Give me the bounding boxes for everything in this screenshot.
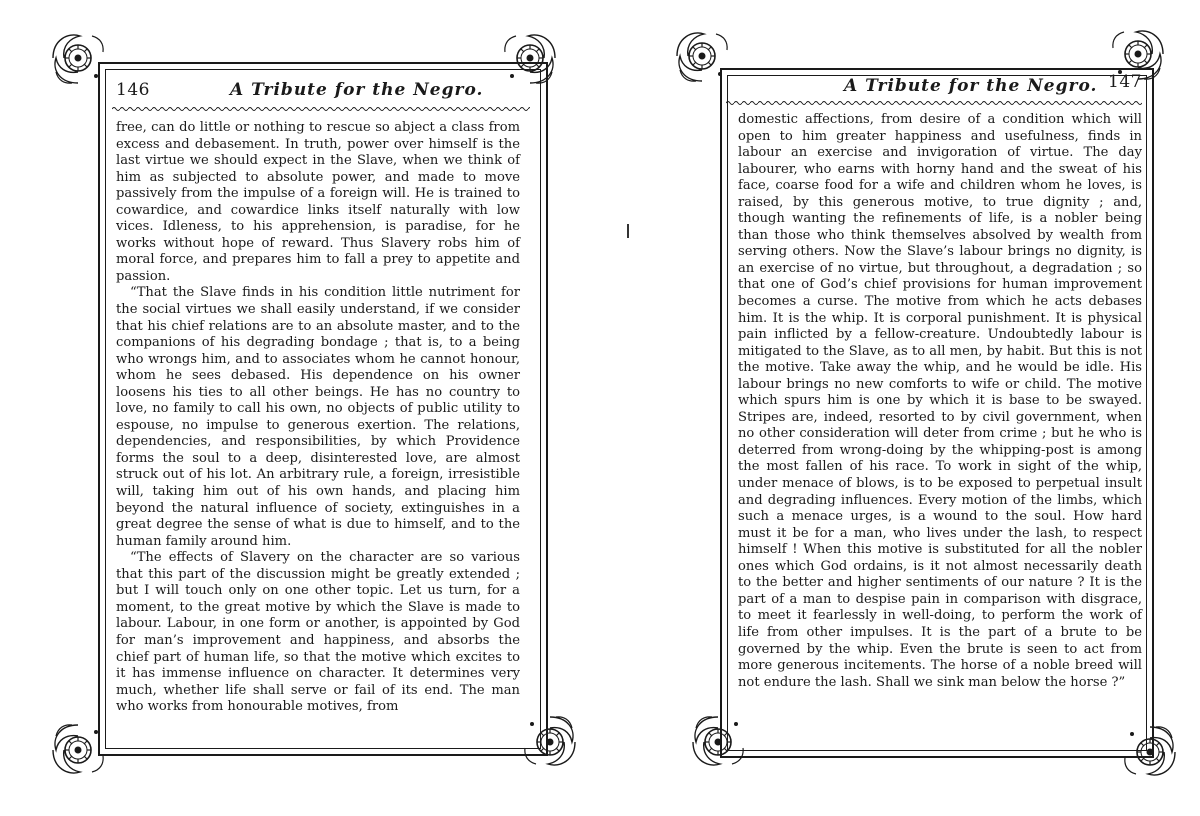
running-title: A Tribute for the Negro. [230,80,484,100]
corner-ornament-top-left [48,28,108,88]
page-body [116,120,520,716]
page-number: 146 [116,80,150,100]
corner-ornament-bottom-left [48,720,108,780]
corner-ornament-bottom-left [688,712,748,772]
paragraph: “That the Slave finds in his condition little nutriment for the social virtues we shall easily understand, if we consider that his chief relations are to an absolute master, and to the companions of his degrading bondage ; that is, to a being who wrongs him, and to associates whom he cannot honour, whom he sees debased. His dependence on his owner loosens his ties to all other beings. He has no country to love, no family to call his own, no objects of public utility to espouse, no impulse to generous exertion. The relations, dependencies, and responsibilities, by which Providence forms the soul to a deep, disinterested love, are almost struck out of his lot. An arbitrary rule, a foreign, irresistible will, taking him out of his own hands, and placing him beyond the natural influence of society, extinguishes in a great degree the sense of what is due to himself, and to the human family around him. [116,285,520,549]
corner-ornament-bottom-right [1120,722,1180,782]
paragraph: free, can do little or nothing to rescue so abject a class from excess and debasement. In truth, power over himself is the last virtue we should expect in the Slave, when we think of him as subjected to absolute power, and made to move passively from the impulse of a foreign will. He is trained to cowardice, and cowardice links itself naturally with low vices. Idleness, to his apprehension, is paradise, for he works without hope of reward. Thus Slavery robs him of moral force, and prepares him to fall a prey to appetite and passion. [116,120,520,284]
page-body [738,112,1142,691]
paragraph: domestic affections, from desire of a condition which will open to him greater happiness and usefulness, finds in labour an exercise and invigoration of virtue. The day labourer, who earns with horny hand and the sweat of his face, coarse food for a wife and children whom he loves, is raised, by this generous motive, to true dignity ; and, though wanting the refinements of life, is a nobler being than those who think themselves absolved by wealth from serving others. Now the Slave’s labour brings no dignity, is an exercise of no virtue, but throughout, a degradation ; so that one of God’s chief provisions for human improvement becomes a curse. The motive from which he acts debases him. It is the whip. It is corporal punishment. It is physical pain inflicted by a fellow-creature. Undoubtedly labour is mitigated to the Slave, as to all men, by habit. But this is not the motive. Take away the whip, and he would be idle. His labour brings no new comforts to wife or child. The motive which spurs him is one by which it is base to be swayed. Stripes are, indeed, resorted to by civil government, when no other consideration will deter from crime ; but he who is deterred from wrong-doing by the whipping-post is among the most fallen of his race. To work in sight of the whip, under menace of blows, is to be exposed to perpetual insult and degrading influences. Every motion of the limbs, which such a menace urges, is a wound to the soul. How hard must it be for a man, who lives under the lash, to respect himself ! When this motive is substituted for all the nobler ones which God ordains, is it not almost necessarily death to the better and higher sentiments of our nature ? It is the part of a man to despise pain in comparison with disgrace, to meet it fearlessly in well-doing, to perform the work of life from other impulses. It is the part of a brute to be governed by the whip. Even the brute is seen to act from more generous incitements. The horse of a noble breed will not endure the lash. Shall we sink man below the horse ?” [738,112,1142,690]
corner-ornament-bottom-right [520,712,580,772]
running-title: A Tribute for the Negro. [844,76,1098,96]
paragraph: “The effects of Slavery on the character are so various that this part of the discussion might be greatly extended ; but I will touch only on one other topic. Let us turn, for a moment, to the great motive by which the Slave is made to labour. Labour, in one form or another, is appointed by God for man’s improvement and happiness, and absorbs the chief part of human life, so that the motive which excites to it has immense influence on character. It determines very much, whether life shall serve or fail of its end. The man who works from honourable motives, from [116,550,520,715]
corner-ornament-top-right [500,28,560,88]
header-rule [112,106,530,112]
header-rule [726,100,1142,106]
corner-ornament-top-left [672,26,732,86]
right-page [600,0,1200,816]
page-number: 147 [1108,72,1142,92]
